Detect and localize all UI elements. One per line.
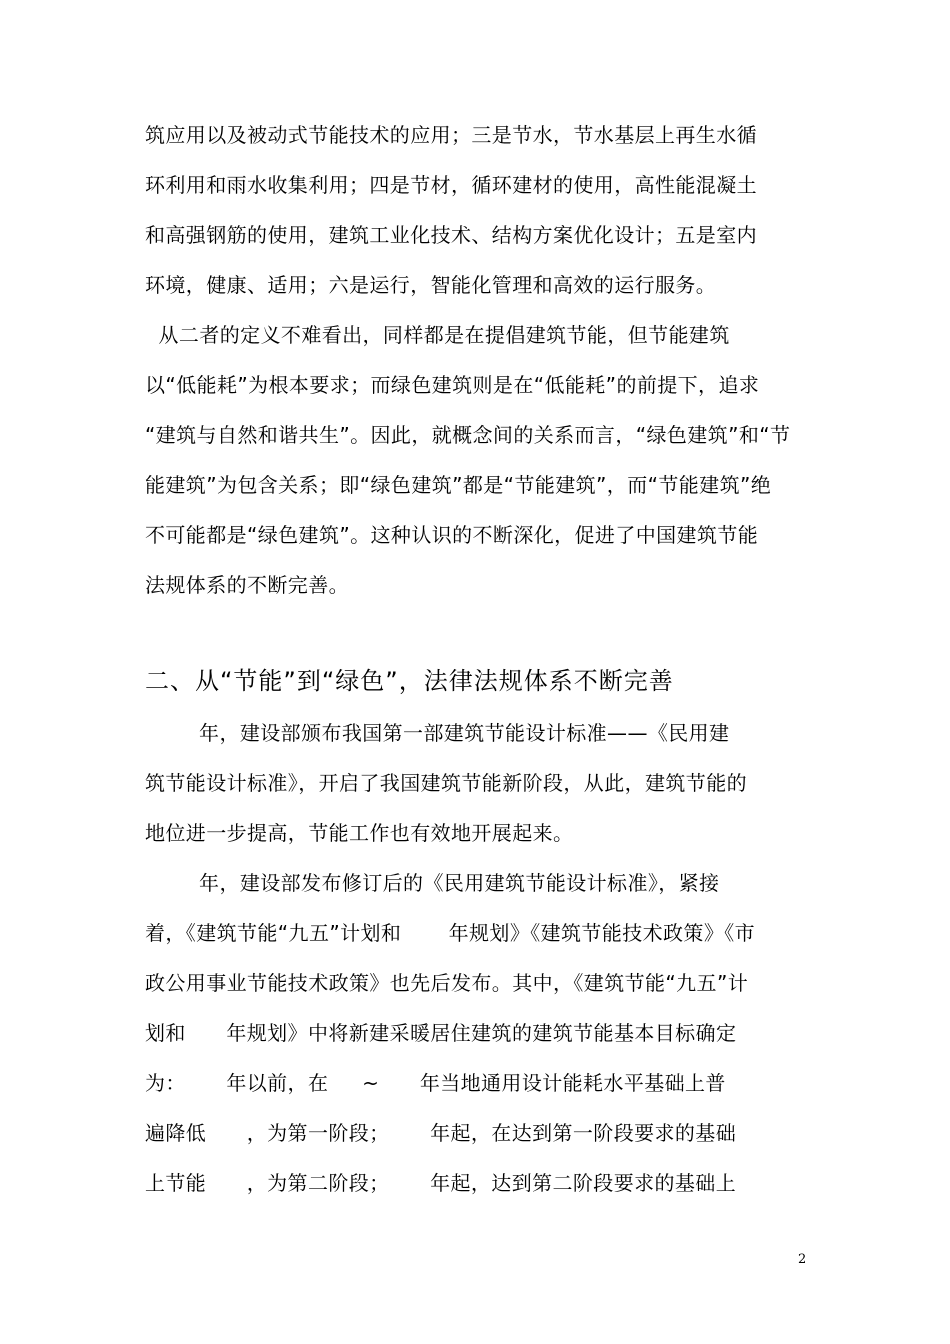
- page-number: 2: [798, 1252, 807, 1267]
- section-heading: 二、从“节能”到“绿色”，法律法规体系不断完善: [145, 667, 674, 695]
- paragraph-line: 地位进一步提高，节能工作也有效地开展起来。: [145, 821, 574, 845]
- paragraph-line: 以“低能耗”为根本要求；而绿色建筑则是在“低能耗”的前提下，追求: [145, 373, 760, 397]
- paragraph-line: 和高强钢筋的使用，建筑工业化技术、结构方案优化设计；五是室内: [145, 223, 757, 247]
- paragraph-line: 年，建设部颁布我国第一部建筑节能设计标准——《民用建: [145, 721, 730, 745]
- paragraph-line: 能建筑”为包含关系；即“绿色建筑”都是“节能建筑”，而“节能建筑”绝: [145, 473, 772, 497]
- paragraph-line: 筑应用以及被动式节能技术的应用；三是节水，节水基层上再生水循: [145, 123, 757, 147]
- paragraph-line: 法规体系的不断完善。: [145, 573, 349, 597]
- paragraph-line: 不可能都是“绿色建筑”。这种认识的不断深化，促进了中国建筑节能: [145, 523, 759, 547]
- paragraph-line: 划和 年规划》中将新建采暖居住建筑的建筑节能基本目标确定: [145, 1021, 737, 1045]
- paragraph-line: 着，《建筑节能“九五”计划和 年规划》《建筑节能技术政策》《市: [145, 921, 756, 945]
- paragraph-line: 上节能 ，为第二阶段； 年起，达到第二阶段要求的基础上: [145, 1171, 737, 1195]
- paragraph-line: 政公用事业节能技术政策》也先后发布。其中，《建筑节能“九五”计: [145, 971, 749, 995]
- paragraph-line: 年，建设部发布修订后的《民用建筑节能设计标准》，紧接: [145, 871, 720, 895]
- paragraph-line: 筑节能设计标准》，开启了我国建筑节能新阶段，从此，建筑节能的: [145, 771, 747, 795]
- paragraph-line: 从二者的定义不难看出，同样都是在提倡建筑节能，但节能建筑: [145, 323, 730, 347]
- paragraph-line: 环境，健康、适用；六是运行，智能化管理和高效的运行服务。: [145, 273, 717, 297]
- paragraph-line: 环利用和雨水收集利用；四是节材，循环建材的使用，高性能混凝土: [145, 173, 757, 197]
- paragraph-line: 遍降低 ，为第一阶段； 年起，在达到第一阶段要求的基础: [145, 1121, 737, 1145]
- paragraph-line: “建筑与自然和谐共生”。因此，就概念间的关系而言，“绿色建筑”和“节: [145, 423, 791, 447]
- paragraph-line: 为： 年以前，在 ~ 年当地通用设计能耗水平基础上普: [145, 1071, 726, 1095]
